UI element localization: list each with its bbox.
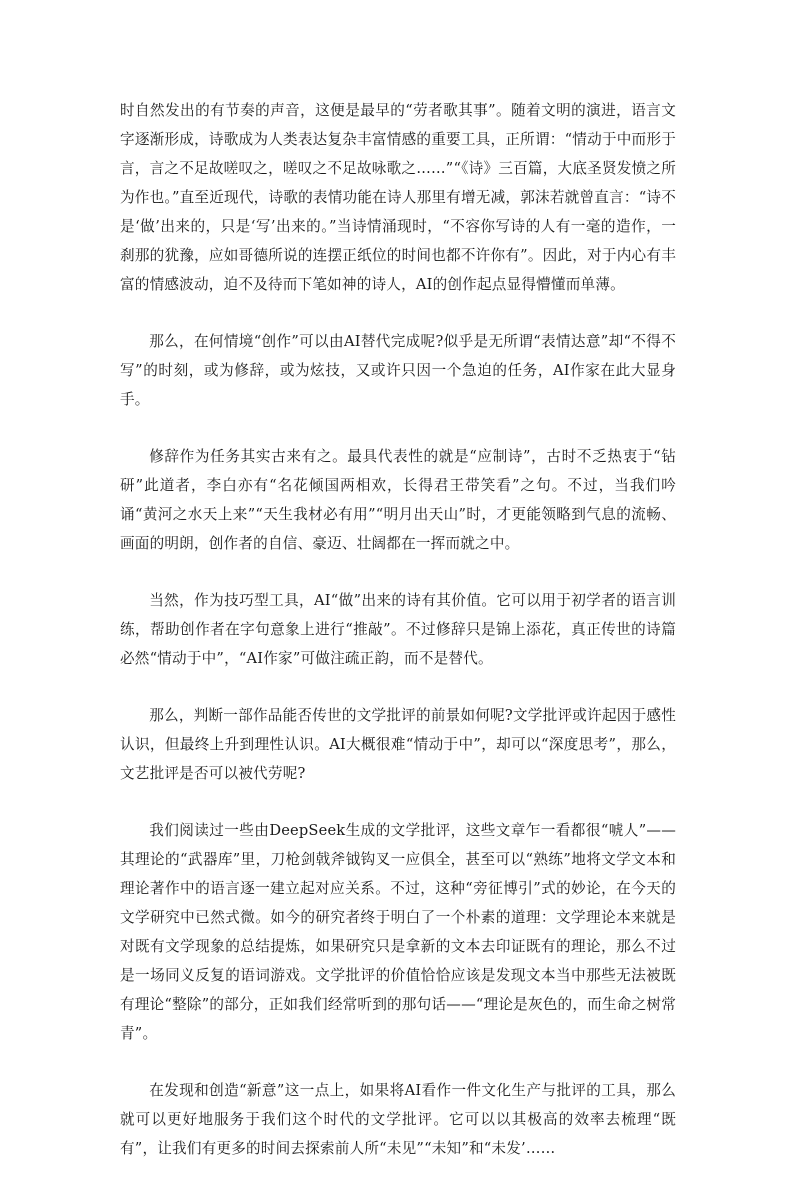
- document-page: [120, 96, 676, 1191]
- paragraph-3: 修辞作为任务其实古来有之。最具代表性的就是“应制诗”，古时不乏热衷于“钻研”此道者，李白亦有“名花倾国两相欢，长得君王带笑看”之句。不过，当我们吟诵“黄河之水天上来”“天生我材必有用”“明月出天山”时，才更能领略到气息的流畅、画面的明朗，创作者的自信、豪迈、壮阔都在一挥而就之中。: [120, 448, 676, 552]
- paragraph-4: 当然，作为技巧型工具，AI“做”出来的诗有其价值。它可以用于初学者的语言训练，帮助创作者在字句意象上进行“推敲”。不过修辞只是锦上添花，真正传世的诗篇必然“情动于中”，“AI作家”可做注疏正韵，而不是替代。: [120, 592, 676, 667]
- paragraph-2: 那么，在何情境“创作”可以由AI替代完成呢?似乎是无所谓“表情达意”却“不得不写”的时刻，或为修辞，或为炫技，又或许只因一个急迫的任务，AI作家在此大显身手。: [120, 333, 676, 408]
- paragraph-6: 我们阅读过一些由DeepSeek生成的文学批评，这些文章乍一看都很“唬人”——其理论的“武器库”里，刀枪剑戟斧钺钩叉一应俱全，甚至可以“熟练”地将文学文本和理论著作中的语言逐一建立起对应关系。不过，这种“旁征博引”式的妙论，在今天的文学研究中已然式微。如今的研究者终于明白了一个朴素的道理：文学理论本来就是对既有文学现象的总结提炼，如果研究只是拿新的文本去印证既有的理论，那么不过是一场同义反复的语词游戏。文学批评的价值恰恰应该是发现文本当中那些无法被既有理论“整除”的部分，正如我们经常听到的那句话——“理论是灰色的，而生命之树常青”。: [120, 822, 676, 1042]
- paragraph-1: 时自然发出的有节奏的声音，这便是最早的“劳者歌其事”。随着文明的演进，语言文字逐渐形成，诗歌成为人类表达复杂丰富情感的重要工具，正所谓：“情动于中而形于言，言之不足故嗟叹之，嗟叹之不足故咏歌之……”“《诗》三百篇，大底圣贤发愤之所为作也。”直至近现代，诗歌的表情功能在诗人那里有增无减，郭沫若就曾直言：“诗不是‘做’出来的，只是‘写’出来的。”当诗情涌现时，“不容你写诗的人有一毫的造作，一刹那的犹豫，应如哥德所说的连摆正纸位的时间也都不许你有”。因此，对于内心有丰富的情感波动，迫不及待而下笔如神的诗人，AI的创作起点显得懵懂而单薄。: [120, 102, 676, 293]
- paragraph-5: 那么，判断一部作品能否传世的文学批评的前景如何呢?文学批评或许起因于感性认识，但最终上升到理性认识。AI大概很难“情动于中”，却可以“深度思考”，那么，文艺批评是否可以被代劳呢?: [120, 707, 676, 782]
- paragraph-7: 在发现和创造“新意”这一点上，如果将AI看作一件文化生产与批评的工具，那么就可以更好地服务于我们这个时代的文学批评。它可以以其极高的效率去梳理“既有”，让我们有更多的时间去探索前人所“未见”“未知”和“未发’……: [120, 1082, 676, 1157]
